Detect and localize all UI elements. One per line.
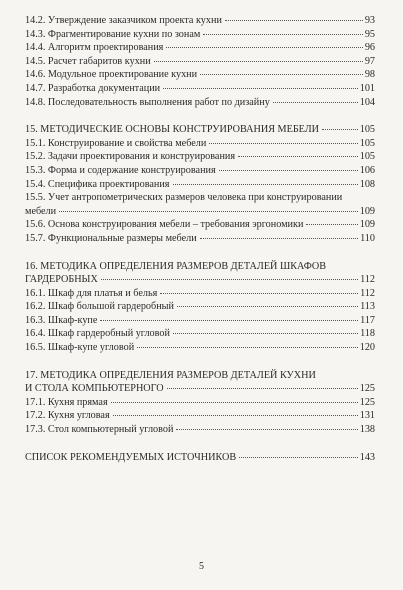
toc-entry[interactable]: 16.2. Шкаф большой гардеробный 113 — [25, 301, 375, 313]
toc-entry[interactable]: 14.2. Утверждение заказчиком проекта кухни 93 — [25, 15, 375, 26]
page-number: 5 — [199, 561, 204, 572]
toc-entry[interactable]: 16.1. Шкаф для платья и белья 112 — [25, 287, 375, 299]
toc-entry[interactable]: 14.7. Разработка документации 101 — [25, 82, 375, 94]
toc-entry[interactable]: 16.5. Шкаф-купе угловой 120 — [25, 342, 375, 354]
toc-chapter-17-line1[interactable]: 17. МЕТОДИКА ОПРЕДЕЛЕНИЯ РАЗМЕРОВ ДЕТАЛЕЙ КУХНИ — [25, 369, 316, 381]
toc-chapter-15[interactable]: 15. МЕТОДИЧЕСКИЕ ОСНОВЫ КОНСТРУИРОВАНИЯ МЕБЕЛИ 105 — [25, 124, 375, 136]
toc-entry[interactable]: 17.2. Кухня угловая 131 — [25, 410, 375, 422]
toc-entry[interactable]: 15.6. Основа конструирования мебели – требования эргономики 109 — [25, 219, 375, 231]
toc-entry[interactable]: 14.6. Модульное проектирование кухни 98 — [25, 69, 375, 81]
toc-sources[interactable]: СПИСОК РЕКОМЕНДУЕМЫХ ИСТОЧНИКОВ 143 — [25, 451, 375, 463]
toc-chapter-16-line2[interactable]: ГАРДЕРОБНЫХ 112 — [25, 274, 375, 286]
table-of-contents — [25, 14, 375, 464]
toc-entry[interactable]: 15.7. Функциональные размеры мебели 110 — [25, 232, 375, 244]
toc-entry[interactable]: 14.5. Расчет габаритов кухни 97 — [25, 55, 375, 67]
toc-entry[interactable]: 15.2. Задачи проектирования и конструирования 105 — [25, 151, 375, 163]
toc-entry[interactable]: 17.3. Стол компьютерный угловой 138 — [25, 424, 375, 436]
toc-entry[interactable]: 14.8. Последовательность выполнения работ по дизайну 104 — [25, 96, 375, 108]
toc-chapter-16-line1[interactable]: 16. МЕТОДИКА ОПРЕДЕЛЕНИЯ РАЗМЕРОВ ДЕТАЛЕЙ ШКАФОВ — [25, 260, 327, 272]
toc-entry[interactable]: 16.4. Шкаф гардеробный угловой 118 — [25, 328, 375, 340]
toc-entry[interactable]: 16.3. Шкаф-купе 117 — [25, 314, 375, 326]
toc-entry[interactable]: 15.3. Форма и содержание конструирования 106 — [25, 164, 375, 176]
toc-section-17 — [25, 369, 375, 437]
toc-entry-155-line2[interactable]: мебели 109 — [25, 205, 375, 217]
toc-entry[interactable]: 15.4. Специфика проектирования 108 — [25, 178, 375, 190]
toc-section-16 — [25, 260, 375, 355]
toc-chapter-17-line2[interactable]: И СТОЛА КОМПЬЮТЕРНОГО 125 — [25, 383, 375, 395]
toc-section-15 — [25, 123, 375, 245]
toc-entry[interactable]: 14.4. Алгоритм проектирования 96 — [25, 42, 375, 54]
toc-entry[interactable]: 17.1. Кухня прямая 125 — [25, 396, 375, 408]
toc-entry[interactable]: 15.1. Конструирование и свойства мебели 105 — [25, 137, 375, 149]
toc-section-14 — [25, 14, 375, 109]
toc-entry[interactable]: 14.3. Фрагментирование кухни по зонам 95 — [25, 28, 375, 40]
toc-entry-155-line1[interactable]: 15.5. Учет антропометрических размеров человека при конструировании — [25, 192, 343, 204]
